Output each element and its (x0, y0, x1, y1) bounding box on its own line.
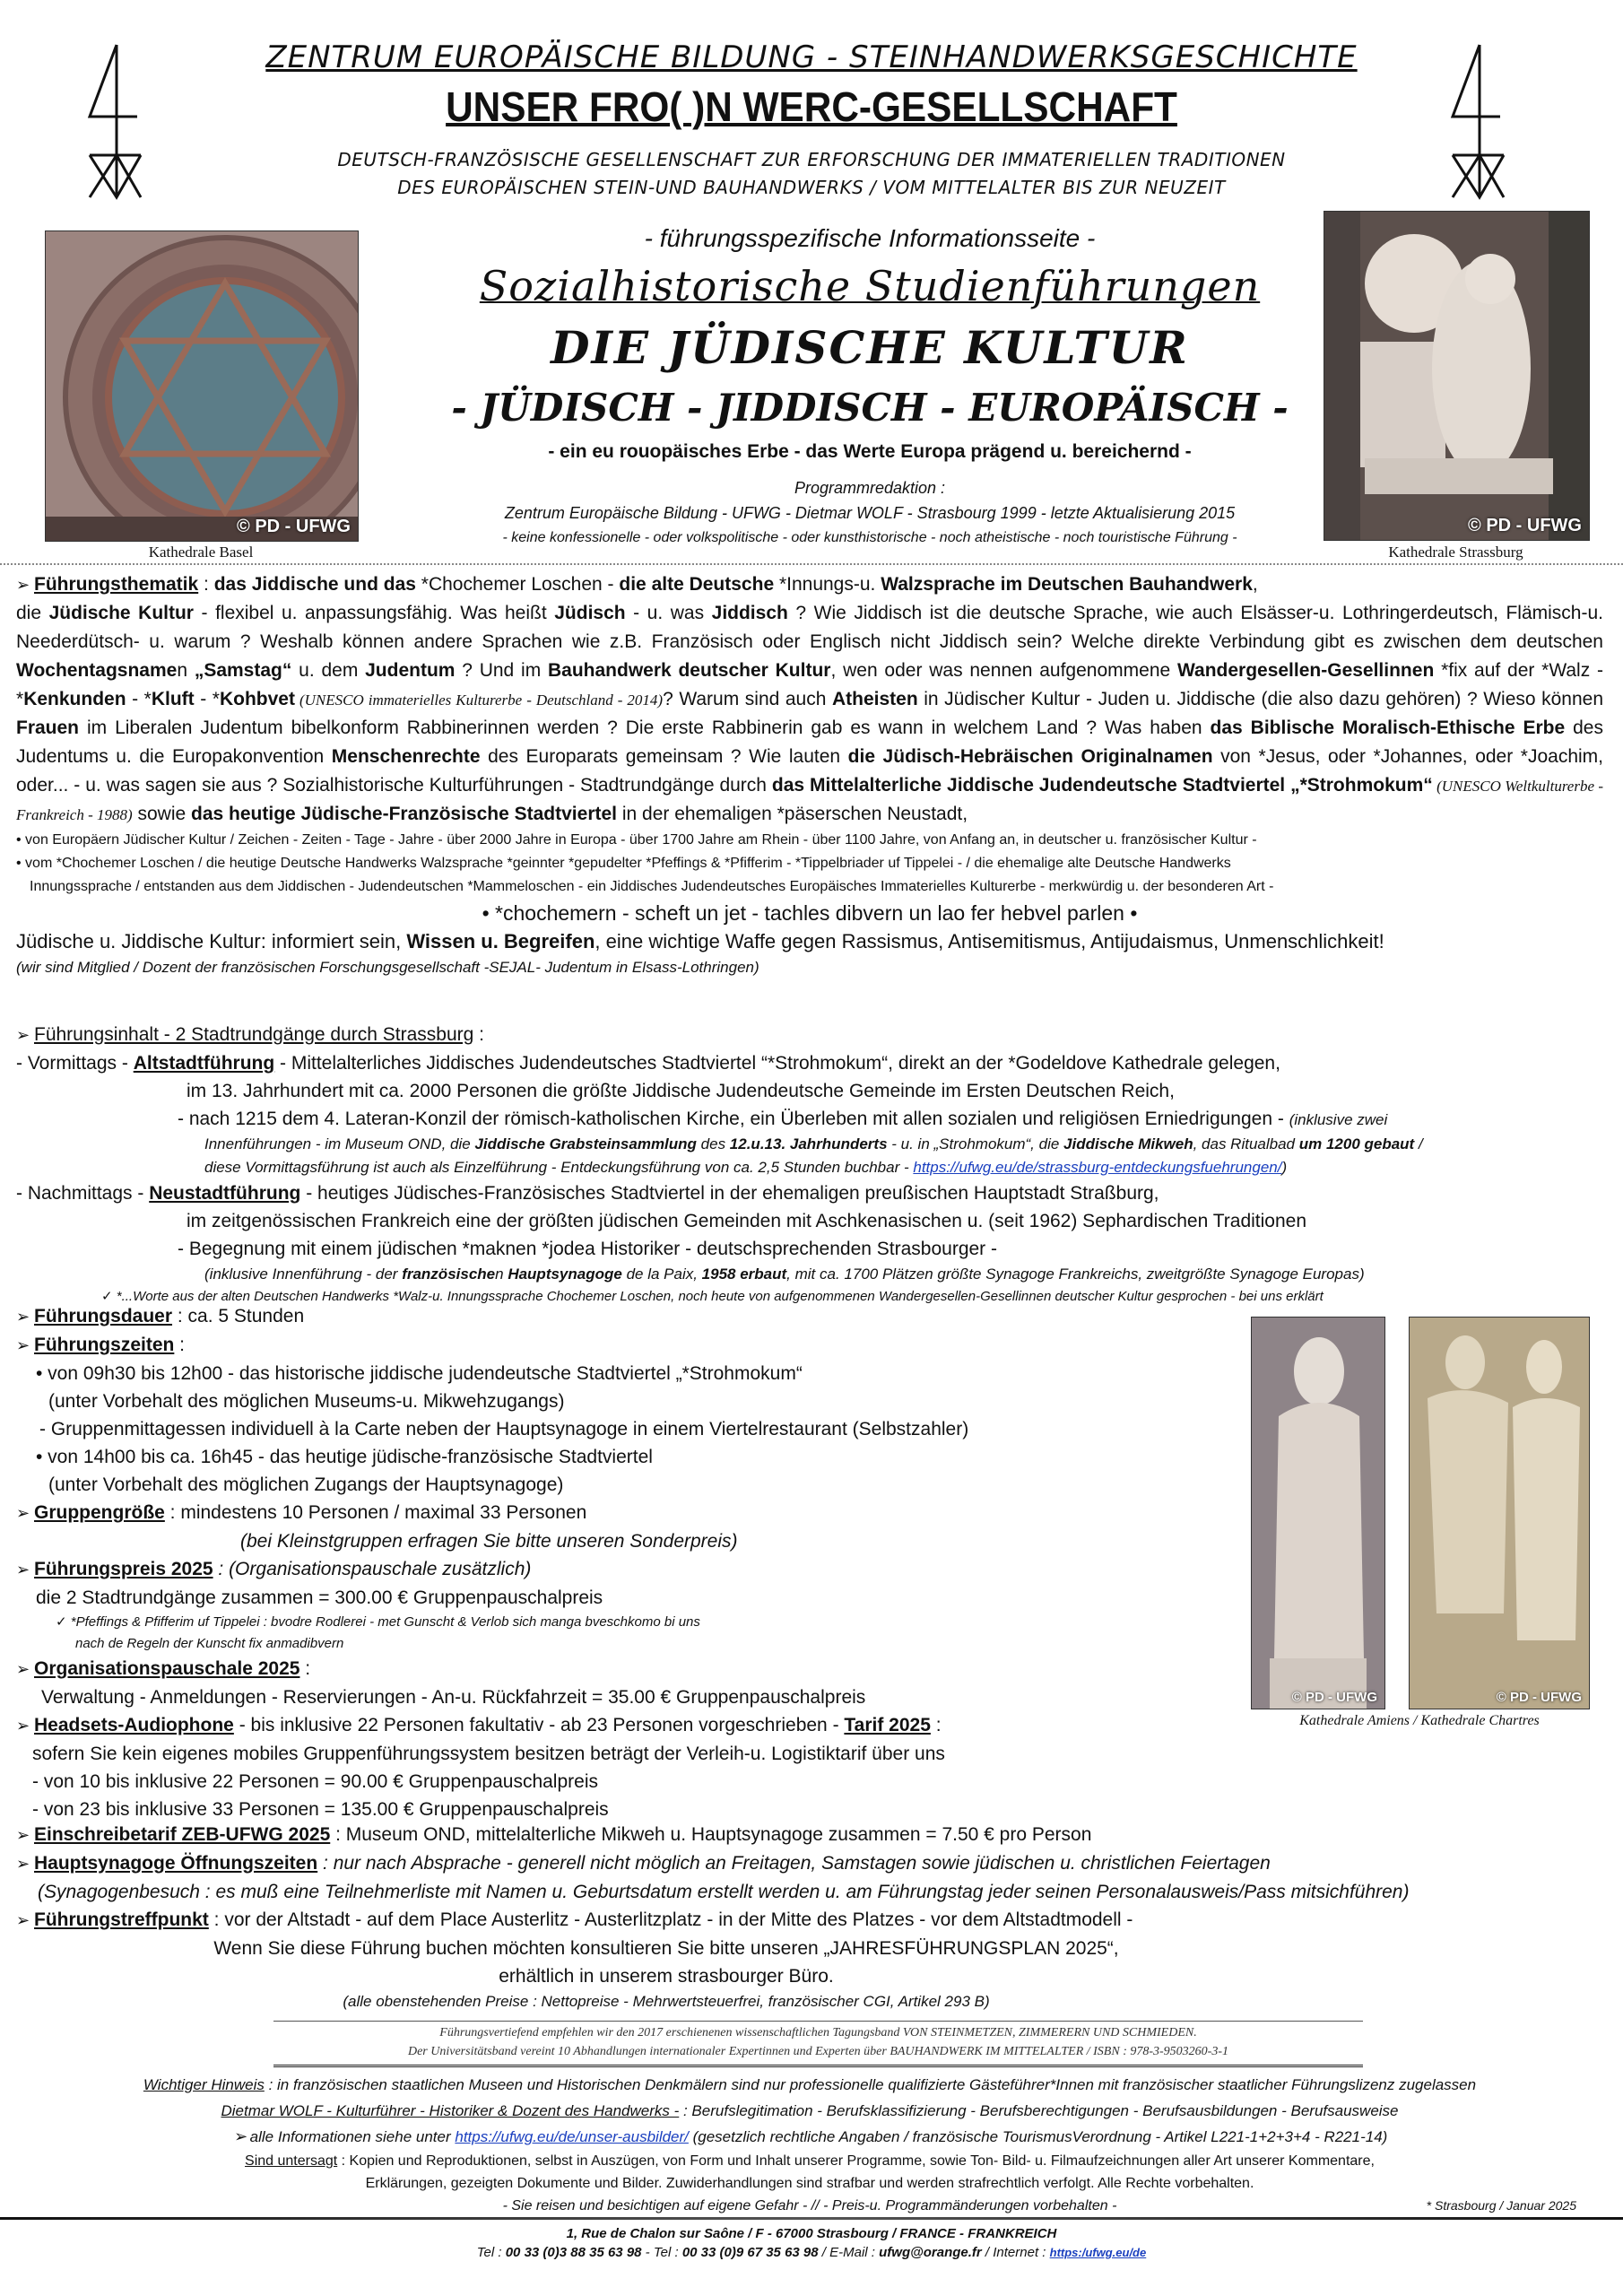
thematik-lead-segment: die alte Deutsche (619, 574, 779, 595)
watermark: © PD - UFWG (237, 517, 351, 536)
section-details-2 (16, 1821, 1603, 2013)
price-note: : (Organisationspauschale zusätzlich) (213, 1559, 532, 1579)
book-recommendation (273, 2023, 1363, 2061)
morning-single-tour: diese Vormittagsführung ist auch als Einzelführung - Entdeckungsführung von ca. 2,5 Stunden buchbar - (204, 1159, 914, 1176)
arrow-bullet-icon: ➢ (16, 1336, 30, 1354)
thematik-lead-segment: das Jiddische und das (213, 574, 421, 595)
tel-label: Tel : (476, 2245, 506, 2260)
arrow-bullet-icon: ➢ (16, 1660, 30, 1678)
unesco-note-2: (UNESCO Weltkulturerbe - Frankreich - 1988) (16, 778, 1604, 823)
inhalt-label: Führungsinhalt - 2 Stadtrundgänge durch Strassburg (34, 1024, 474, 1045)
registration-fee-label: Einschreibetarif ZEB-UFWG 2025 (34, 1824, 331, 1845)
footer-address: 1, Rue de Chalon sur Saône / F - 67000 Strasbourg / FRANCE - FRANKREICH (566, 2226, 1057, 2241)
prices-note: (alle obenstehenden Preise : Nettopreise - Mehrwertsteuerfrei, französischer CGI, Artikel 293 B) (343, 1993, 990, 2010)
registration-fee-value: : Museum OND, mittelalterliche Mikweh u. Hauptsynagoge zusammen = 7.50 € pro Person (330, 1824, 1092, 1845)
program-redaction (421, 475, 1318, 551)
web-label: / Internet : (981, 2245, 1050, 2260)
morning-title: Altstadtführung (133, 1053, 275, 1074)
risk-note: - Sie reisen und besichtigen auf eigene Gefahr - // - Preis-u. Programmänderungen vorbehalten - (502, 2198, 1117, 2213)
arrow-bullet-icon: ➢ (16, 1026, 30, 1044)
mason-mark-icon-left (85, 40, 148, 202)
menorah-sculpture-illustration (1324, 212, 1589, 540)
opening-hours-value: : nur nach Absprache - generell nicht möglich an Freitagen, Samstagen sowie jüdischen u. christlichen Feiertagen (317, 1853, 1271, 1874)
headsets-price-small: - von 10 bis inklusive 22 Personen = 90.00 € Gruppenpauschalpreis (32, 1771, 598, 1792)
divider (273, 2065, 1363, 2067)
price-value: die 2 Stadtrundgänge zusammen = 300.00 € Gruppenpauschalpreis (36, 1587, 603, 1608)
thematik-text-part3: sowie das heutige Jüdische-Französische Stadtviertel in der ehemaligen *päserschen Neustadt, (132, 804, 968, 824)
group-size-label: Gruppengröße (34, 1502, 165, 1523)
group-size-value: : mindestens 10 Personen / maximal 33 Personen (164, 1502, 587, 1523)
meeting-point-label: Führungstreffpunkt (34, 1909, 209, 1930)
afternoon-label: - Nachmittags - (16, 1183, 150, 1204)
info-page-label: - führungsspezifische Informationsseite - (644, 224, 1096, 252)
morning-inclusive: (inklusive zwei (1289, 1111, 1388, 1128)
series-title: Sozialhistorische Studienführungen (479, 262, 1261, 310)
society-subtitle-line1: DEUTSCH-FRANZÖSISCHE GESELLENSCHAFT ZUR ERFORSCHUNG DER IMMATERIELLEN TRADITIONEN (337, 149, 1286, 170)
book-recommendation-line1: Führungsvertiefend empfehlen wir den 2017 erschienenen wissenschaftlichen Tagungsband VON STEINMETZEN, ZIMMERERN UND SCHMIEDEN. (439, 2026, 1197, 2039)
arrow-bullet-icon: ➢ (16, 1308, 30, 1326)
footer (0, 2224, 1623, 2262)
org-fee-label: Organisationspauschale 2025 (34, 1658, 300, 1679)
synagogue-visit-note: (Synagogenbesuch : es muß eine Teilnehmerliste mit Namen u. Geburtsdatum erstellt werden u. am Führungstag jeder seinen Personalausweis/Pass mitsichführen) (38, 1882, 1410, 1902)
times-morning: • von 09h30 bis 12h00 - das historische jiddische judendeutsche Stadtviertel „*Strohmokum“ (36, 1363, 803, 1384)
afternoon-desc: - heutiges Jüdisches-Französisches Stadtviertel in der ehemaligen preußischen Hauptstadt Straßburg, (300, 1183, 1159, 1204)
morning-desc: - Mittelalterliches Jiddisches Judendeutsches Stadtviertel “*Strohmokum“, direkt an der *Godeldove Kathedrale gelegen, (274, 1053, 1280, 1074)
morning-desc-3: - nach 1215 dem 4. Lateran-Konzil der römisch-katholischen Kirche, ein Überleben mit allen sozialen und religiösen Erniedrigungen - (178, 1109, 1289, 1129)
duration-label: Führungsdauer (34, 1306, 173, 1326)
info-legal-ref: (gesetzlich rechtliche Angaben / französische TourismusVerordnung - Artikel L221-1+2+3+4 - R221-14) (688, 2128, 1388, 2145)
section-inhalt: ➢ Führungsinhalt - 2 Stadtrundgänge durch Strassburg : - Vormittags - Altstadtführung - Mittelalterliches Jiddisches Judendeutsches Stadtviertel “*Strohmokum“, direkt an der *Godeldove Kathedrale gelegen, im 13. Jahrhundert mit ca. 2000 Personen die größte Jiddische Judendeutsche Gemeinde im Ersten Deutschen Reich, - nach 1215 dem 4. Lateran-Konzil der römisch-katholischen Kirche, ein Überleben mit allen sozialen und religiösen Erniedrigungen - (inklusive zwei Innenführungen - im Museum OND, die Jiddische Grabsteinsammlung des 12.u.13. Jahrhunderts - u. in „Strohmokum“, die Jiddische Mikweh, das Ritualbad um 1200 gebaut / diese Vormittagsführung ist auch als Einzelführung - Entdeckungsführung von ca. 2,5 Stunden buchbar - https://ufwg.eu/de/strassburg-entdeckungsfuehrungen/) - Nachmittags - Neustadtführung - heutiges Jüdisches-Französisches Stadtviertel in der ehemaligen preußischen Hauptstadt Straßburg, im zeitgenössischen Frankreich eine der größten jüdischen Gemeinden mit Aschkenasischen u. (seit 1962) Sephardischen Traditionen - Begegnung mit einem jüdischen *maknen *jodea Historiker - deutschsprechenden Strasbourger - (inklusive Innenführung - der französischen Hauptsynagoge de la Paix, 1958 erbaut, mit ca. 1700 Plätzen größte Synagoge Frankreichs, zweitgrößte Synagoge Europas) ✓ *...Worte aus der alten Deutschen Handwerks *Walz-u. Innungssprache Chochemer Loschen, noch heute von aufgenommenen Wandergesellen-Gesellinnen deutscher Kultur gesprochen - bei uns erklärt (16, 1021, 1603, 1308)
prohibited-label: Sind untersagt (245, 2153, 338, 2169)
tel-label: - Tel : (641, 2245, 682, 2260)
org-fee-value: Verwaltung - Anmeldungen - Reservierungen - An-u. Rückfahrzeit = 35.00 € Gruppenpauschalpreis (41, 1687, 866, 1708)
opening-hours-label: Hauptsynagoge Öffnungszeiten (34, 1853, 318, 1874)
notice-label: Wichtiger Hinweis (143, 2076, 265, 2093)
mason-mark-icon-right (1448, 40, 1511, 202)
caption-strassburg: Kathedrale Strassburg (1388, 544, 1523, 561)
thematik-heading (16, 570, 1603, 599)
amiens-statue-illustration (1252, 1318, 1384, 1709)
photo-amiens-statue (1251, 1317, 1385, 1709)
booking-office: erhältlich in unserem strasbourger Büro. (499, 1966, 834, 1987)
photo-strassburg-sculpture (1324, 211, 1590, 541)
arrow-bullet-icon: ➢ (16, 1911, 30, 1929)
society-subtitle (242, 146, 1381, 202)
headsets-price-large: - von 23 bis inklusive 33 Personen = 135.00 € Gruppenpauschalpreis (32, 1799, 609, 1820)
headsets-rental-info: sofern Sie kein eigenes mobiles Gruppenführungssystem besitzen beträgt der Verleih-u. Logistiktarif über uns (32, 1744, 945, 1764)
times-lunch: - Gruppenmittagessen individuell à la Carte neben der Hauptsynagoge in einem Viertelrestaurant (Selbstzahler) (39, 1419, 969, 1439)
caption-basel: Kathedrale Basel (148, 544, 254, 561)
doc-date: * Strasbourg / Januar 2025 (1426, 2198, 1576, 2213)
redaction-label: Programmredaktion : (794, 479, 946, 497)
link-entdeckungsfuehrungen[interactable]: https://ufwg.eu/de/strassburg-entdeckungsfuehrungen/ (913, 1159, 1282, 1176)
arrow-bullet-icon: ➢ (16, 1826, 30, 1844)
star-window-illustration (46, 231, 358, 541)
thematik-lead-segment: : (198, 574, 214, 595)
price-label: Führungspreis 2025 (34, 1559, 213, 1579)
society-subtitle-line2: DES EUROPÄISCHEN STEIN-UND BAUHANDWERKS / VOM MITTELALTER BIS ZUR NEUZEIT (397, 177, 1226, 198)
arrow-bullet-icon: ➢ (16, 576, 30, 594)
times-afternoon: • von 14h00 bis ca. 16h45 - das heutige jüdische-französische Stadtviertel (36, 1447, 653, 1467)
morning-label: - Vormittags - (16, 1053, 134, 1074)
booking-info: Wenn Sie diese Führung buchen möchten konsultieren Sie bitte unseren „JAHRESFÜHRUNGSPLAN 2025“, (213, 1938, 1119, 1959)
membership-note: (wir sind Mitglied / Dozent der französischen Forschungsgesellschaft -SEJAL- Judentum in Elsass-Lothringen) (16, 959, 759, 976)
website-link[interactable]: https:/ufwg.eu/de (1049, 2246, 1147, 2259)
thematik-text-part1: die Jüdische Kultur - flexibel u. anpassungsfähig. Was heißt Jüdisch - u. was Jiddisch ? Wie Jiddisch ist die deutsche Sprache, wie auch Elsässer-u. Lothringerdeutsch, Flämisch-u. Neederdütsch- u. warum ? Weshalb können andere Sprachen wie z.B. Französisch oder Englisch nicht Jiddisch sein? Welche direkte Verbindung gibt es zwischen dem deutschen Wochentagsnamen „Samstag“ u. dem Judentum ? Und im Bauhandwerk deutscher Kultur, wen oder was nennen aufgenommene Wandergesellen-Gesellinnen *fix auf der *Walz - *Kenkunden - *Kluft - *Kohbvet (16, 603, 1604, 709)
duration-value: : ca. 5 Stunden (172, 1306, 305, 1326)
guide-credentials-text: : Berufslegitimation - Berufsklassifizierung - Berufsberechtigungen - Berufsausbildungen - Berufsausweise (679, 2102, 1399, 2119)
section-details: ➢ Führungsdauer : ca. 5 Stunden ➢ Führungszeiten : • von 09h30 bis 12h00 - das historische jiddische judendeutsche Stadtviertel „*Strohmokum“ (unter Vorbehalt des möglichen Museums-u. Mikwehzugangs) - Gruppenmittagessen individuell à la Carte neben der Hauptsynagoge in einem Viertelrestaurant (Selbstzahler) • von 14h00 bis ca. 16h45 - das heutige jüdische-französische Stadtviertel (unter Vorbehalt des möglichen Zugangs der Hauptsynagoge) ➢ Gruppengröße : mindestens 10 Personen / maximal 33 Personen (bei Kleinstgruppen erfragen Sie bitte unseren Sonderpreis) ➢ Führungspreis 2025 : (Organisationspauschale zusätzlich) die 2 Stadtrundgänge zusammen = 300.00 € Gruppenpauschalpreis ✓ *Pfeffings & Pfifferim uf Tippelei : bvodre Rodlerei - met Gunscht & Verlob sich manga bveschkomo bi uns nach de Regeln der Kunscht fix anmadibvern ➢ Organisationspauschale 2025 : Verwaltung - Anmeldungen - Reservierungen - An-u. Rückfahrzeit = 35.00 € Gruppenpauschalpreis ➢ Headsets-Audiophone - bis inklusive 22 Personen fakultativ - ab 23 Personen vorgeschrieben - Tarif 2025 : sofern Sie kein eigenes mobiles Gruppenführungssystem besitzen beträgt der Verleih-u. Logistiktarif über uns - von 10 bis inklusive 22 Personen = 90.00 € Gruppenpauschalpreis - von 23 bis inklusive 33 Personen = 135.00 € Gruppenpauschalpreis (16, 1302, 1254, 1823)
info-prefix: alle Informationen siehe unter (249, 2128, 456, 2145)
redaction-text: Zentrum Europäische Bildung - UFWG - Dietmar WOLF - Strasbourg 1999 - letzte Aktualisierung 2015 (504, 504, 1236, 522)
photo-basel-window (45, 230, 359, 542)
phone-2: 00 33 (0)9 67 35 63 98 (681, 2245, 819, 2260)
phone-1: 00 33 (0)3 88 35 63 98 (505, 2245, 642, 2260)
link-unser-ausbilder[interactable]: https://ufwg.eu/de/unser-ausbilder/ (455, 2128, 689, 2145)
afternoon-synagogue: (inklusive Innenführung - der französischen Hauptsynagoge de la Paix, 1958 erbaut, mit ca. 1700 Plätzen größte Synagoge Frankreichs, zweitgrößte Synagoge Europas) (204, 1265, 1365, 1283)
footer-divider (0, 2217, 1623, 2220)
times-morning-note: (unter Vorbehalt des möglichen Museums-u. Mikwehzugangs) (48, 1391, 565, 1412)
divider (273, 2021, 1363, 2022)
watermark: © PD - UFWG (1291, 1690, 1377, 1705)
thematik-text (16, 599, 1603, 829)
section-legal (16, 2072, 1603, 2217)
closing-statement: Jüdische u. Jiddische Kultur: informiert sein, Wissen u. Begreifen, eine wichtige Waffe gegen Rassismus, Antisemitismus, Antijudaismus, Unmenschlichkeit! (16, 930, 1384, 952)
arrow-bullet-icon: ➢ (16, 1504, 30, 1522)
thematik-lead-segment: *Chochemer Loschen - (421, 574, 620, 595)
arrow-bullet-icon: ➢ (16, 1855, 30, 1873)
afternoon-desc-2: im zeitgenössischen Frankreich eine der größten jüdischen Gemeinden mit Aschkenasischen u. (seit 1962) Sephardischen Traditionen (187, 1211, 1307, 1231)
group-size-note: (bei Kleinstgruppen erfragen Sie bitte unseren Sonderpreis) (240, 1531, 738, 1552)
arrow-bullet-icon: ➢ (234, 2127, 248, 2145)
headsets-text: - bis inklusive 22 Personen fakultativ - ab 23 Personen vorgeschrieben - (233, 1715, 845, 1735)
tagline: - ein eu rouopäisches Erbe - das Werte Europa prägend u. bereichernd - (548, 441, 1192, 462)
thematik-lead-segment: Walzsprache im Deutschen Bauhandwerk (881, 574, 1253, 595)
headsets-label: Headsets-Audiophone (34, 1715, 234, 1735)
arrow-bullet-icon: ➢ (16, 1561, 30, 1578)
prohibited-text-1: : Kopien und Reproduktionen, selbst in Auszügen, von Form und Inhalt unserer Programme, sowie Ton- Bild- u. Filmaufzeichnungen aller Art unserer Kommentare, (337, 2153, 1375, 2169)
book-recommendation-line2: Der Universitätsband vereint 10 Abhandlungen internationaler Expertinnen und Experten über BAUHANDWERK IM MITTELALTER / ISBN : 978-3-9503260-3-1 (407, 2045, 1229, 2058)
motto: • *chochemern - scheft un jet - tachles dibvern un lao fer hebvel parlen • (482, 901, 1138, 925)
meeting-point-value: : vor der Altstadt - auf dem Place Austerlitz - Austerlitzplatz - in der Mitte des Platzes - vor dem Altstadtmodell - (208, 1909, 1133, 1930)
divider (0, 563, 1623, 565)
org-title: ZENTRUM EUROPÄISCHE BILDUNG - STEINHANDWERKSGESCHICHTE (265, 39, 1358, 75)
main-title: DIE JÜDISCHE KULTUR (551, 321, 1189, 374)
caption-amiens-chartres: Kathedrale Amiens / Kathedrale Chartres (1299, 1713, 1540, 1728)
thematik-lead-segment: , (1252, 574, 1258, 595)
morning-interior-tours: Innenführungen - im Museum OND, die Jiddische Grabsteinsammlung des 12.u.13. Jahrhunderts - u. in „Strohmokum“, die Jiddische Mikweh, das Ritualbad um 1200 gebaut / (204, 1135, 1423, 1152)
afternoon-title: Neustadtführung (149, 1183, 301, 1204)
notice-text: : in französischen staatlichen Museen und Historischen Denkmälern sind nur professionelle qualifizierte Gästeführer*Innen mit französischer staatlicher Führungslizenz zugelassen (264, 2076, 1477, 2093)
price-tip-cont: nach de Regeln der Kunscht fix anmadibvern (75, 1636, 344, 1651)
watermark: © PD - UFWG (1468, 516, 1582, 535)
thematik-lead-segment: *Innungs-u. (778, 574, 881, 595)
guide-credentials-label: Dietmar WOLF - Kulturführer - Historiker & Dozent des Handwerks - (221, 2102, 680, 2119)
email-label: / E-Mail : (818, 2245, 880, 2260)
chartres-statues-illustration (1410, 1318, 1589, 1709)
disclaimer: - keine konfessionelle - oder volkspolitische - oder kunsthistorische - noch atheistische - noch touristische Führung - (502, 530, 1237, 545)
email-address: ufwg@orange.fr (879, 2245, 982, 2260)
society-title: UNSER FRO( )N WERC-GESELLSCHAFT (446, 83, 1177, 130)
thematik-lead (198, 574, 1258, 595)
times-label: Führungszeiten (34, 1335, 175, 1355)
thematik-label: Führungsthematik (34, 574, 199, 595)
prohibited-text-2: Erklärungen, gezeigten Dokumente und Bilder. Zuwiderhandlungen sind strafbar und werden strafrechtlich verfolgt. Alle Rechte vorbehalten. (365, 2176, 1254, 2191)
afternoon-desc-3: - Begegnung mit einem jüdischen *maknen *jodea Historiker - deutschsprechenden Strasbourger - (178, 1239, 998, 1259)
morning-desc-2: im 13. Jahrhundert mit ca. 2000 Personen die größte Jiddische Judendeutsche Gemeinde im Ersten Deutschen Reich, (187, 1081, 1175, 1101)
thematik-bullet-1: • von Europäern Jüdischer Kultur / Zeichen - Zeiten - Tage - Jahre - über 2000 Jahre in Europa - über 1700 Jahre am Rhein - über 1100 Jahre, von Anfang an, in deutscher u. französischer Kultur - (16, 832, 1257, 848)
section-thematik (16, 570, 1603, 979)
thematik-bullet-2: • vom *Chochemer Loschen / die heutige Deutsche Handwerks Walzsprache *geinnter *gepudelter *Pfeffings & *Pfifferim - *Tippelbriader uf Tippelei - / die ehemalige alte Deutsche Handwerks (16, 856, 1231, 871)
photo-chartres-statues (1409, 1317, 1590, 1709)
price-tip: ✓ *Pfeffings & Pfifferim uf Tippelei : bvodre Rodlerei - met Gunscht & Verlob sich manga bveschkomo bi uns (56, 1614, 700, 1630)
watermark: © PD - UFWG (1496, 1690, 1582, 1705)
thematik-text-part2: ? Warum sind auch Atheisten in Jüdischer Kultur - Juden u. Jiddische (die also dazu gehören) ? Wieso können Frauen im Liberalen Judentum bibelkonform Rabbinerinnen werden ? Die erste Rabbinerin gab es wann in welchem Land ? Was haben das Biblische Moralisch-Ethische Erbe des Judentums u. die Europakonvention Menschenrechte des Europarats gemeinsam ? Wie lauten die Jüdisch-Hebräischen Originalnamen von *Jesus, oder *Johannes, oder *Joachim, oder... - u. was sagen sie aus ? Sozialhistorische Kulturführungen - Stadtrundgänge durch das Mittelalterliche Jiddische Judendeutsche Stadtviertel „*Strohmokum“ (16, 689, 1604, 796)
arrow-bullet-icon: ➢ (16, 1717, 30, 1735)
thematik-bullet-2-cont: Innungssprache / entstanden aus dem Jiddischen - Judendeutschen *Mammeloschen - ein Jiddisches Judendeutsches Europäisches Immaterielles Kulturerbe - merkwürdig u. der besonderen Art - (30, 879, 1274, 894)
unesco-note-1: (UNESCO immaterielles Kulturerbe - Deutschland - 2014) (294, 691, 664, 709)
craft-language-footnote: ✓ *...Worte aus der alten Deutschen Handwerks *Walz-u. Innungssprache Chochemer Loschen, noch heute von aufgenommenen Wandergesellen-Gesellinnen deutscher Kultur gesprochen - bei uns erklärt (101, 1289, 1324, 1304)
headsets-tarif-label: Tarif 2025 (844, 1715, 931, 1735)
times-afternoon-note: (unter Vorbehalt des möglichen Zugangs der Hauptsynagoge) (48, 1474, 564, 1495)
main-subtitle: - JÜDISCH - JIDDISCH - EUROPÄISCH - (451, 386, 1289, 430)
